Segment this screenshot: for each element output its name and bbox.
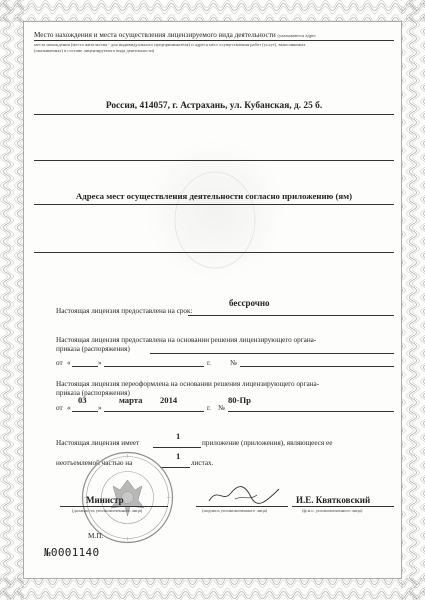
reissue-number: 80-Пр xyxy=(228,395,251,405)
basis-quote-close: » xyxy=(98,359,102,367)
basis-from: от xyxy=(56,359,63,367)
reissue-number-sign: № xyxy=(218,404,225,412)
appendices-text1: Настоящая лицензия имеет xyxy=(56,439,140,447)
term-label: Настоящая лицензия предоставлена на срок: xyxy=(56,307,193,315)
signatory-position: Министр xyxy=(86,495,124,505)
basis-year-suffix: г. xyxy=(207,359,211,367)
reissue-month: марта xyxy=(119,395,143,405)
appendices-text2: приложение (приложения), являющееся ее xyxy=(202,439,333,447)
sign-caption: (подпись уполномоченного лица) xyxy=(202,508,268,513)
basis-number-sign: № xyxy=(230,359,237,367)
header-note-line3: (оказываемых) в составе лицензируемого вида деятельности) xyxy=(34,48,155,53)
reissue-day: 03 xyxy=(78,395,87,405)
term-value: бессрочно xyxy=(229,298,270,308)
reissue-quote-open: « xyxy=(67,404,71,412)
appendices-text3: неотъемлемой частью на xyxy=(56,459,133,467)
reissue-year: 2014 xyxy=(160,395,178,405)
basis-quote-open: « xyxy=(67,359,71,367)
reissue-line1: Настоящая лицензия переоформлена на основании решения лицензирующего органа- xyxy=(56,380,320,388)
header-title: Место нахождения и места осуществления лицензируемого вида деятельности xyxy=(34,31,276,39)
signatory-name: И.Е. Квятковский xyxy=(296,495,371,505)
serial-number: №0001140 xyxy=(44,546,100,559)
header-note-line2: места нахождения (места жительства - для индивидуального предпринимателя) и адреса мест осуществления работ (услуг), выполняемых xyxy=(34,42,306,47)
reissue-quote-close: » xyxy=(98,404,102,412)
basis-line2: приказа (распоряжения) xyxy=(56,345,130,353)
appendices-text4: листах. xyxy=(191,459,214,467)
reissue-year-suffix: г. xyxy=(207,404,211,412)
header-note: (указываются адрес xyxy=(277,33,317,38)
basis-line1: Настоящая лицензия предоставлена на основании решения лицензирующего органа- xyxy=(56,336,317,344)
appendix-addresses: Адреса мест осуществления деятельности согласно приложению (ям) xyxy=(75,191,353,201)
position-caption: (должность уполномоченного лица) xyxy=(72,508,143,513)
reissue-line2: приказа (распоряжения) xyxy=(56,389,130,397)
handwritten-signature xyxy=(205,483,285,507)
reissue-from: от xyxy=(56,404,63,412)
address-text: Россия, 414057, г. Астрахань, ул. Кубанская, д. 25 б. xyxy=(105,101,323,111)
mp-label: М.П. xyxy=(88,532,104,540)
name-caption: (ф.и.о. уполномоченного лица) xyxy=(302,508,363,513)
appendices-sheets: 1 xyxy=(176,451,181,461)
appendices-count: 1 xyxy=(176,431,181,441)
